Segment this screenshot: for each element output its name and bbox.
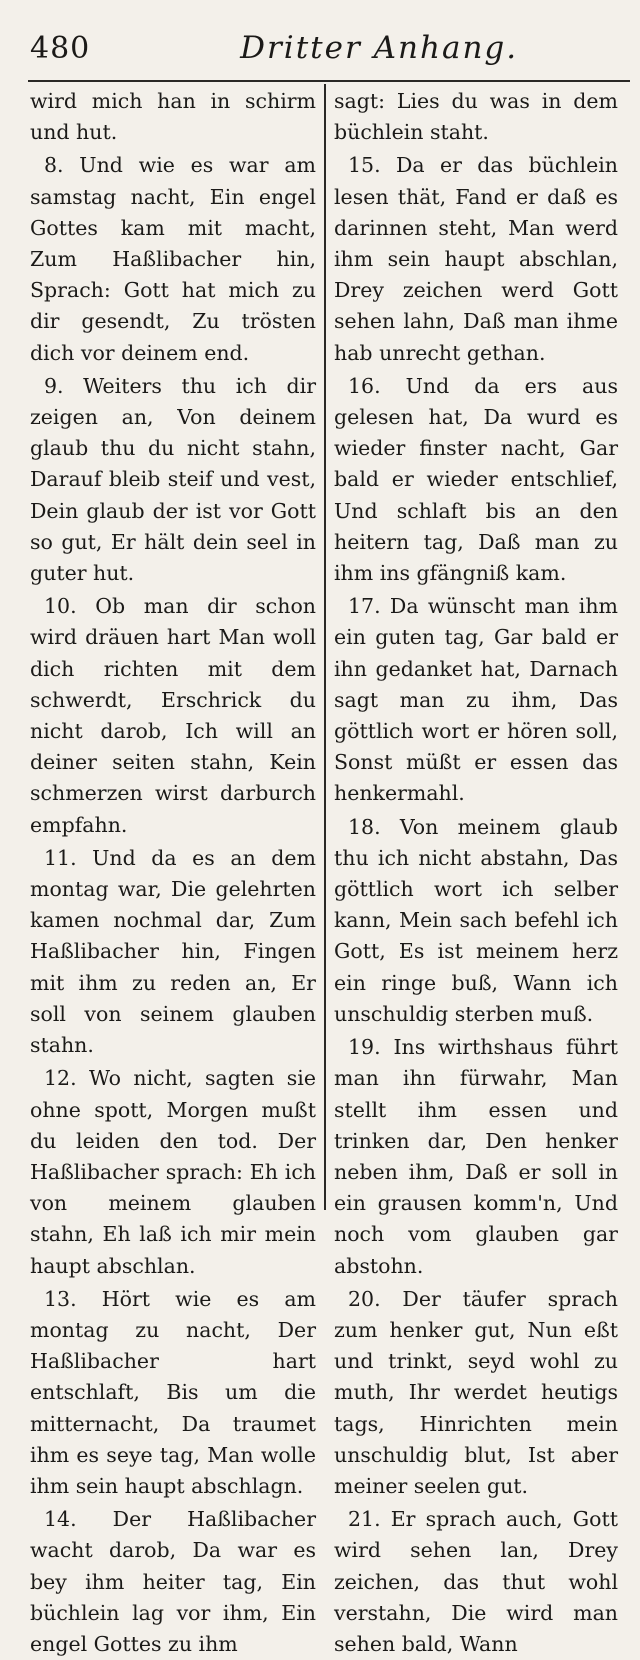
running-title: Dritter Anhang.	[240, 30, 519, 66]
stanza-13: 13. Hört wie es am montag zu nacht, Der Haßlibacher hart entschlaft, Bis um die mitternacht, Da traumet ihm es seye tag, Man wolle ihm sein haupt abschlagn.	[30, 1286, 316, 1498]
stanza-16: 16. Und da ers aus gelesen hat, Da wurd es wieder finster nacht, Gar bald er wieder entschlief, Und schlaft bis an den heitern tag, Daß man zu ihm ins gfängniß kam.	[334, 373, 618, 586]
stanza-8: 8. Und wie es war am samstag nacht, Ein engel Gottes kam mit macht, Zum Haßlibacher hin, Sprach: Gott hat mich zu dir gesendt, Zu trösten dich vor deinem end.	[30, 153, 316, 365]
page-number: 480	[30, 31, 91, 66]
column-divider	[324, 84, 326, 1210]
stanza-17: 17. Da wünscht man ihm ein guten tag, Gar bald er ihn gedanket hat, Darnach sagt man zu ihm, Das göttlich wort er hören soll, Sonst müßt er essen das henkermahl.	[334, 594, 618, 806]
stanza-15: 15. Da er das büchlein lesen thät, Fand er daß es darinnen steht, Man werd ihm sein haupt abschlan, Drey zeichen werd Gott sehen lahn, Daß man ihme hab unrecht gethan.	[334, 153, 618, 365]
stanza-9: 9. Weiters thu ich dir zeigen an, Von deinem glaub thu du nicht stahn, Darauf bleib steif und vest, Dein glaub der ist vor Gott so gut, Er hält dein seel in guter hut.	[30, 373, 316, 586]
stanza-continuation: wird mich han in schirm und hut.	[30, 89, 316, 145]
stanza-20: 20. Der täufer sprach zum henker gut, Nun eßt und trinkt, seyd wohl zu muth, Ihr werdet heutigs tags, Hinrichten mein unschuldig blut, Ist aber meiner seelen gut.	[334, 1286, 618, 1498]
page-header	[30, 30, 628, 78]
stanza-11: 11. Und da es an dem montag war, Die gelehrten kamen nochmal dar, Zum Haßlibacher hin, Fingen mit ihm zu reden an, Er soll von seinem glauben stahn.	[30, 845, 316, 1058]
stanza-19: 19. Ins wirthshaus führt man ihn fürwahr, Man stellt ihm essen und trinken dar, Den henker neben ihm, Daß er soll in ein grausen komm'n, Und noch vom glauben gar abstohn.	[334, 1035, 618, 1278]
right-column	[334, 86, 618, 1660]
stanza-21: 21. Er sprach auch, Gott wird sehen lan, Drey zeichen, das thut wohl verstahn, Die wird man sehen bald, Wann	[334, 1507, 618, 1656]
left-column	[30, 86, 316, 1660]
stanza-14: 14. Der Haßlibacher wacht darob, Da war es bey ihm heiter tag, Ein büchlein lag vor ihm, Ein engel Gottes zu ihm	[30, 1507, 316, 1656]
stanza-continuation: sagt: Lies du was in dem büchlein staht.	[334, 89, 618, 145]
header-rule	[28, 80, 630, 82]
stanza-10: 10. Ob man dir schon wird dräuen hart Man woll dich richten mit dem schwerdt, Erschrick du nicht darob, Ich will an deiner seiten stahn, Kein schmerzen wirst darburch empfahn.	[30, 594, 316, 837]
stanza-12: 12. Wo nicht, sagten sie ohne spott, Morgen mußt du leiden den tod. Der Haßlibacher sprach: Eh ich von meinem glauben stahn, Eh laß ich mir mein haupt abschlan.	[30, 1066, 316, 1278]
stanza-18: 18. Von meinem glaub thu ich nicht abstahn, Das göttlich wort ich selber kann, Mein sach befehl ich Gott, Es ist meinem herz ein ringe buß, Wann ich unschuldig sterben muß.	[334, 814, 618, 1026]
